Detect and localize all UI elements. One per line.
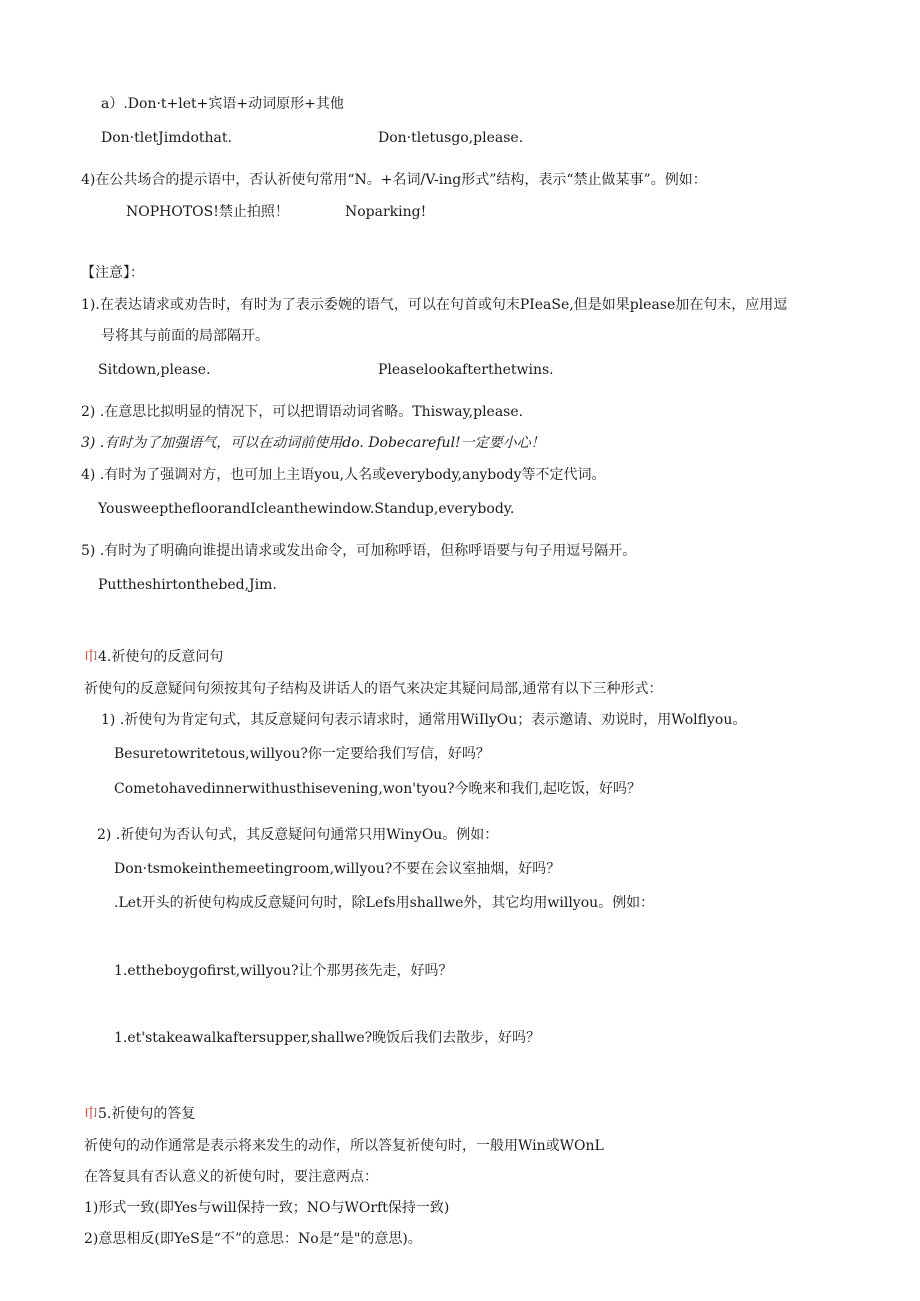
point-2-line: 2)意思相反(即YeS是“不”的意思：No是“是"的意思)。 <box>84 1231 422 1247</box>
example-line: YousweepthefloorandIcleanthewindow.Standup,everybody. <box>98 501 515 517</box>
section-marker: 巾 <box>84 1106 98 1122</box>
note-1-line: 1).在表达请求或劝告时，有时为了表示委婉的语气，可以在句首或句末PIeaSe,但是如果please加在句末，应用逗 <box>81 297 788 313</box>
rule-a-line: a）.Don·t+let+宾语+动词原形+其他 <box>101 96 344 112</box>
example-line: Besuretowritetous,willyou?你一定要给我们写信，好吗？ <box>114 746 490 762</box>
note-1-continuation: 号将其与前面的局部隔开。 <box>101 328 269 344</box>
example-line: Don·tsmokeinthemeetingroom,willyou?不要在会议室抽烟，好吗？ <box>114 861 561 877</box>
note-4-line: 4) .有时为了强调对方，也可加上主语you,人名或everybody,anybody等不定代词。 <box>81 467 606 483</box>
section-5-intro: 祈使句的动作通常是表示将来发生的动作，所以答复祈使句时，一般用Win或WOnL <box>84 1138 604 1154</box>
example-line: Noparking! <box>345 204 427 220</box>
example-line: Don·tletJimdothat. <box>101 130 232 146</box>
note-5-line: 5) .有时为了明确向谁提出请求或发出命令，可加称呼语，但称呼语要与句子用逗号隔开。 <box>81 543 637 559</box>
section-title: 4.祈使句的反意问句 <box>98 649 224 665</box>
rule-4-line: 4)在公共场合的提示语中，否认祈使句常用“N。+名词/V-ing形式”结构，表示“禁止做某事”。例如： <box>81 172 707 188</box>
section-4-intro: 祈使句的反意疑问句须按其句子结构及讲话人的语气来决定其疑问局部,通常有以下三种形式： <box>84 681 663 697</box>
section-title: 5.祈使句的答复 <box>98 1106 196 1122</box>
point-1-line: 1)形式一致(即Yes与will保持一致；NO与WOrft保持一致) <box>84 1200 450 1216</box>
section-marker: 巾 <box>84 649 98 665</box>
note-heading: 【注意】： <box>81 265 144 281</box>
example-line: 1.et'stakeawalkaftersupper,shallwe?晚饭后我们去散步，好吗？ <box>114 1030 541 1046</box>
example-line: Pleaselookafterthetwins. <box>378 362 554 378</box>
example-line: Cometohavedinnerwithusthisevening,won'tyou?今晚来和我们,起吃饭，好吗？ <box>114 781 641 797</box>
form-1-line: 1) .祈使句为肯定句式，其反意疑问句表示请求时，通常用WiIlyOu；表示邀请、劝说时，用Wolflyou。 <box>101 712 747 728</box>
example-line: Don·tletusgo,please. <box>378 130 524 146</box>
section-4-heading <box>84 647 223 667</box>
example-line: NOPHOTOS!禁止拍照！ <box>126 204 289 220</box>
note-2-line: 2) .在意思比拟明显的情况下，可以把谓语动词省略。Thisway,please. <box>81 404 524 420</box>
example-line: Sitdown,please. <box>98 362 211 378</box>
section-5-heading <box>84 1104 195 1124</box>
section-5-note: 在答复具有否认意义的祈使句时，要注意两点： <box>84 1169 378 1185</box>
form-2-line: 2) .祈使句为否认句式，其反意疑问句通常只用WinyOu。例如： <box>97 827 499 843</box>
example-line: 1.ettheboygofirst,willyou?让个那男孩先走，好吗？ <box>114 963 453 979</box>
form-3-line: .Let开头的祈使句构成反意疑问句时，除Lefs用shallwe外，其它均用willyou。例如： <box>114 895 655 911</box>
note-3-line: 3) .有时为了加强语气，可以在动词前使用do. Dobecareful!一定要小心！ <box>81 435 545 451</box>
example-line: Puttheshirtonthebed,Jim. <box>98 577 277 593</box>
